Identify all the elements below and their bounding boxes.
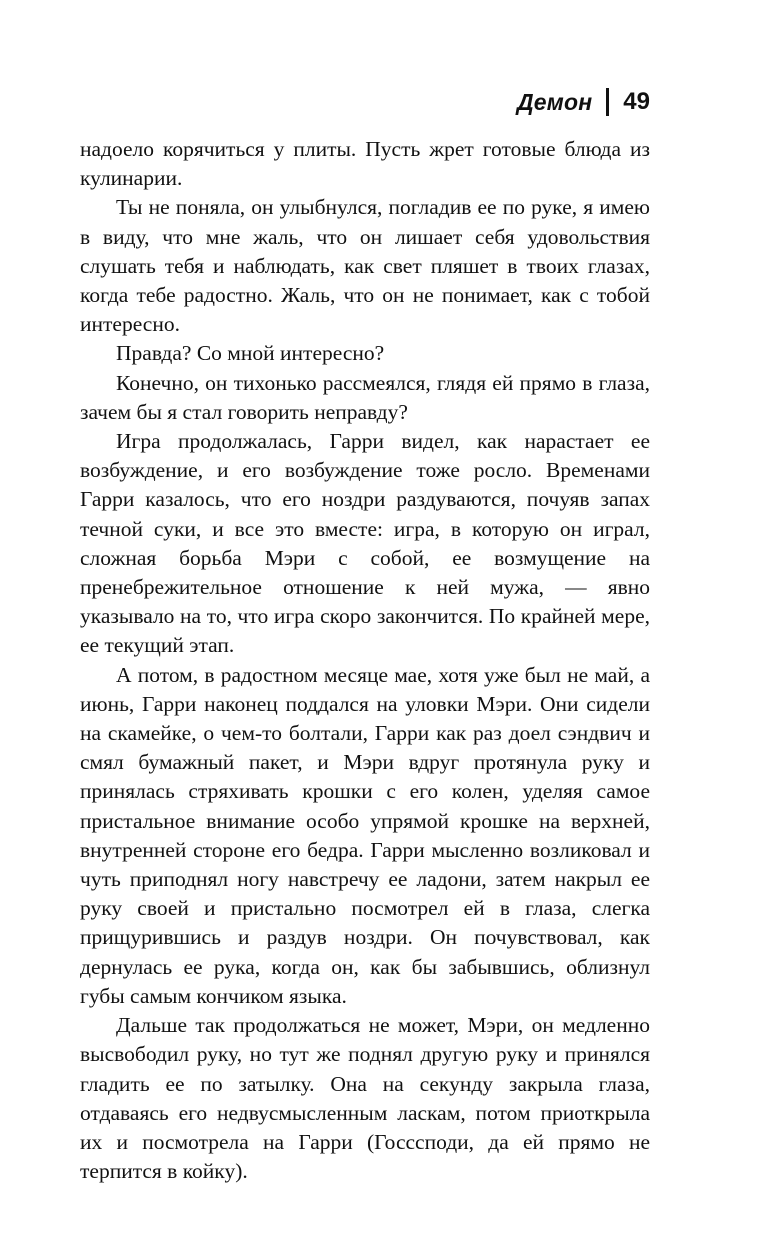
paragraph: Игра продолжалась, Гарри видел, как нарастает ее возбуждение, и его возбуждение тоже росло. Временами Гарри казалось, что его ноздри раздуваются, почуяв запах течной суки, и все это вместе: игра, в которую он играл, сложная борьба Мэри с собой, ее возмущение на пренебрежительное отношение к ней мужа, — явно указывало на то, что игра скоро закончится. По крайней мере, ее текущий этап. [80, 429, 650, 658]
paragraph: А потом, в радостном месяце мае, хотя уже был не май, а июнь, Гарри наконец поддался на уловки Мэри. Они сидели на скамейке, о чем-то болтали, Гарри как раз доел сэндвич и смял бумажный пакет, и Мэри вдруг протянула руку и принялась стряхивать крошки с его колен, уделяя самое пристальное внимание особо упрямой крошке на верхней, внутренней стороне его бедра. Гарри мысленно возликовал и чуть приподнял ногу навстречу ее ладони, затем накрыл ее руку своей и пристально посмотрел ей в глаза, слегка прищурившись и раздув ноздри. Он почувствовал, как дернулась ее рука, когда он, как бы забывшись, облизнул губы самым кончиком языка. [80, 662, 650, 1008]
paragraph: Правда? Со мной интересно? [116, 341, 385, 366]
paragraph: Дальше так продолжаться не может, Мэри, он медленно высвободил руку, но тут же поднял другую руку и принялся гладить ее по затылку. Она на секунду закрыла глаза, отдаваясь его недвусмысленным ласкам, потом приоткрыла их и посмотрела на Гарри (Госссподи, да ей прямо не терпится в койку). [80, 1013, 650, 1184]
page-number: 49 [623, 88, 650, 115]
running-head [517, 86, 650, 118]
running-head-divider [606, 88, 609, 116]
body-text [80, 135, 650, 1186]
running-head-title: Демон [516, 88, 593, 115]
paragraph: Ты не поняла, он улыбнулся, погладив ее по руке, я имею в виду, что мне жаль, что он лишает себя удовольствия слушать тебя и наблюдать, как свет пляшет в твоих глазах, когда тебе радостно. Жаль, что он не понимает, как с тобой интересно. [80, 195, 650, 337]
paragraph: Конечно, он тихонько рассмеялся, глядя ей прямо в глаза, зачем бы я стал говорить неправду? [80, 370, 650, 424]
paragraph-continued: надоело корячиться у плиты. Пусть жрет готовые блюда из кулинарии. [80, 137, 650, 191]
